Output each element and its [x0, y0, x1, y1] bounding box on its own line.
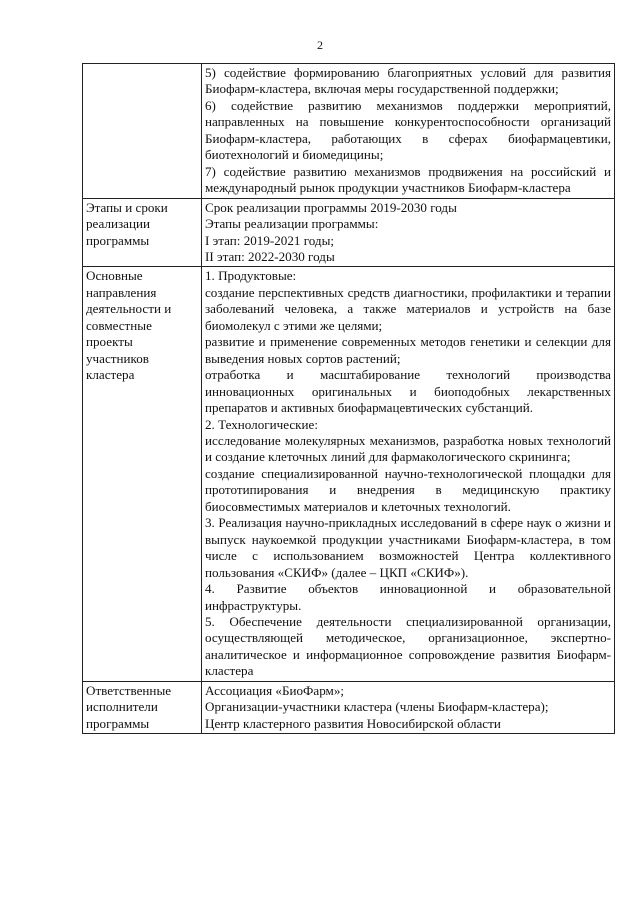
direction-item: 5. Обеспечение деятельности специализированной организации, осуществляющей методическое, организационное, экспертно-аналитическое и информационное сопровождение развития Биофарм-кластера [205, 613, 611, 679]
row-content-goals [202, 64, 615, 199]
direction-item: создание перспективных средств диагностики, профилактики и терапии заболеваний человека, а также материалов и устройств на базе биомолекул с этими же целями; [205, 284, 611, 333]
table-row-directions [83, 267, 615, 681]
stage-line-2: Этапы реализации программы: [205, 216, 379, 232]
direction-item: развитие и применение современных методов генетики и селекции для выведения новых сортов растений; [205, 334, 611, 366]
stage-line-4: II этап: 2022-2030 годы [205, 248, 335, 264]
direction-item: создание специализированной научно-технологической площадки для прототипирования и внедрения в медицинскую практику биосовместимых материалов и клеточных технологий. [205, 465, 611, 514]
row-label-directions: Основные направления деятельности и совместные проекты участников кластера [83, 267, 202, 681]
row-content-executors [202, 681, 615, 733]
row-label-executors: Ответственные исполнители программы [83, 681, 202, 733]
direction-heading-products: 1. Продуктовые: [205, 268, 297, 284]
program-passport-table [82, 63, 615, 734]
stage-line-1: Срок реализации программы 2019-2030 годы [205, 199, 457, 215]
row-label-stages: Этапы и сроки реализации программы [83, 198, 202, 267]
table-row-stages [83, 198, 615, 267]
goal-item-7: 7) содействие развитию механизмов продвижения на российский и международный рынок продукции участников Биофарм-кластера [205, 163, 611, 196]
row-content-stages [202, 198, 615, 267]
executor-line-1: Ассоциация «БиоФарм»; [205, 682, 345, 698]
executor-line-2: Организации-участники кластера (члены Биофарм-кластера); [205, 699, 549, 715]
direction-item: 4. Развитие объектов инновационной и образовательной инфраструктуры. [205, 581, 611, 613]
table-row-goals [83, 64, 615, 199]
direction-heading-technological: 2. Технологические: [205, 416, 318, 432]
row-label-goals [83, 64, 202, 199]
goal-item-6: 6) содействие развитию механизмов поддержки мероприятий, направленных на повышение конкурентоспособности организаций Биофарм-кластера, работающих в сферах биофармацевтики, биотехнологий и биомедицины; [205, 97, 611, 163]
stage-line-3: I этап: 2019-2021 годы; [205, 232, 335, 248]
direction-item: исследование молекулярных механизмов, разработка новых технологий и создание клеточных линий для фармакологического скрининга; [205, 432, 611, 465]
row-content-directions [202, 267, 615, 681]
direction-item: 3. Реализация научно-прикладных исследований в сфере наук о жизни и выпуск наукоемкой продукции участниками Биофарм-кластера, в том числе с использованием возможностей Центра коллективного пользования «СКИФ» (далее – ЦКП «СКИФ»). [205, 515, 611, 580]
table-row-executors [83, 681, 615, 733]
direction-item: отработка и масштабирование технологий производства инновационных оригинальных и биоподобных лекарственных препаратов и активных биофармацевтических субстанций. [205, 367, 611, 416]
goal-item-5: 5) содействие формированию благоприятных условий для развития Биофарм-кластера, включая меры государственной поддержки; [205, 65, 611, 97]
executor-line-3: Центр кластерного развития Новосибирской области [205, 715, 501, 731]
page-number: 2 [317, 38, 323, 52]
